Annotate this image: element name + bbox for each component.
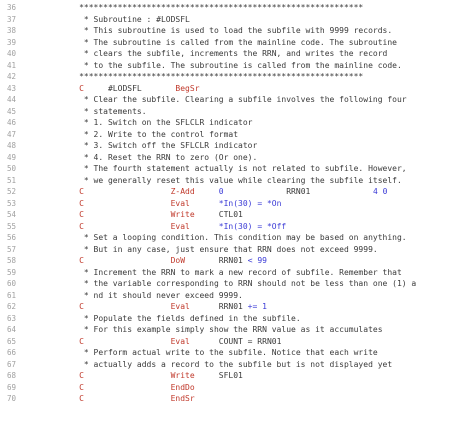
code-token: Eval <box>170 302 190 311</box>
code-text <box>55 370 243 382</box>
code-token: C <box>55 382 84 392</box>
code-token: * 3. Switch off the SFLCLR indicator <box>55 141 258 150</box>
code-text <box>55 175 402 187</box>
code-token <box>84 302 171 311</box>
code-text <box>55 301 267 313</box>
code-token <box>190 199 219 208</box>
line-number: 42 <box>7 72 17 81</box>
code-line[interactable] <box>0 106 474 118</box>
code-text <box>55 83 200 95</box>
code-text <box>55 313 301 325</box>
code-token <box>84 187 171 196</box>
code-token: SFL01 <box>194 371 243 380</box>
code-token <box>84 383 171 392</box>
code-text <box>55 290 243 302</box>
line-number: 60 <box>7 279 17 288</box>
code-text <box>55 198 281 210</box>
code-line[interactable] <box>0 186 474 198</box>
code-token <box>84 222 171 231</box>
code-line[interactable] <box>0 278 474 290</box>
code-text <box>55 2 363 14</box>
code-token <box>84 199 171 208</box>
code-line[interactable] <box>0 244 474 256</box>
code-token: * The fourth statement actually is not related to subfile. However, <box>55 164 407 173</box>
line-number: 40 <box>7 49 17 58</box>
line-number: 61 <box>7 290 17 300</box>
code-token: Z-Add <box>170 187 195 196</box>
code-text <box>55 382 195 394</box>
code-token: * Set a looping condition. This condition may be based on anything. <box>55 233 407 242</box>
code-token: C <box>55 198 84 208</box>
code-line[interactable] <box>0 370 474 382</box>
line-number: 67 <box>7 359 17 369</box>
code-text <box>55 186 387 198</box>
code-token: Eval <box>170 221 190 231</box>
code-token: #LODSFL <box>83 83 176 93</box>
line-number: 47 <box>7 129 17 139</box>
code-token: * 4. Reset the RRN to zero (Or one). <box>55 152 258 162</box>
line-number: 55 <box>7 221 17 231</box>
code-line[interactable] <box>0 359 474 371</box>
code-token: < 99 <box>247 256 267 265</box>
code-token: * Populate the fields defined in the subfile. <box>55 313 301 323</box>
code-token: 4 0 <box>372 187 388 196</box>
code-token: *In(30) = *On <box>218 198 282 208</box>
code-text <box>55 140 257 152</box>
code-line[interactable] <box>0 60 474 72</box>
code-text <box>55 48 387 60</box>
code-token: RRN01 <box>185 256 248 265</box>
code-line[interactable] <box>0 255 474 267</box>
code-text <box>55 117 252 129</box>
code-line[interactable] <box>0 94 474 106</box>
code-line[interactable] <box>0 301 474 313</box>
code-token: Eval <box>170 336 190 346</box>
line-number: 65 <box>7 336 17 346</box>
code-line[interactable] <box>0 129 474 141</box>
code-text <box>55 336 281 348</box>
code-token: * to the subfile. The subroutine is called from the mainline code. <box>55 60 402 70</box>
line-number: 38 <box>7 26 17 35</box>
code-token: * For this example simply show the RRN value as it accumulates <box>55 325 383 334</box>
code-text <box>55 267 402 279</box>
code-token: *********************************************************** <box>55 72 364 81</box>
code-token: RRN01 <box>189 302 248 311</box>
line-number: 49 <box>7 152 17 162</box>
line-number: 41 <box>7 60 17 70</box>
code-text <box>55 71 363 83</box>
line-number: 54 <box>7 210 17 219</box>
code-text <box>55 393 195 405</box>
code-text <box>55 255 267 267</box>
code-line[interactable] <box>0 163 474 175</box>
code-token: EndDo <box>170 382 195 392</box>
line-number: 58 <box>7 256 17 265</box>
code-token: 0 <box>218 187 224 196</box>
code-token: * actually adds a record to the subfile but is not displayed yet <box>55 359 393 369</box>
code-token: Write <box>170 210 195 219</box>
code-token: C <box>55 256 84 265</box>
code-line[interactable] <box>0 175 474 187</box>
code-line[interactable] <box>0 48 474 60</box>
code-line[interactable] <box>0 37 474 49</box>
line-number: 44 <box>7 95 17 104</box>
code-line[interactable] <box>0 393 474 405</box>
line-number: 43 <box>7 83 17 93</box>
code-text <box>55 37 397 49</box>
code-line[interactable] <box>0 382 474 394</box>
line-number: 63 <box>7 313 17 323</box>
code-token: CTL01 <box>194 210 243 219</box>
code-token <box>195 187 219 196</box>
code-token <box>84 256 171 265</box>
code-line[interactable] <box>0 152 474 164</box>
code-token <box>84 337 171 346</box>
code-token <box>84 210 171 219</box>
code-line[interactable] <box>0 336 474 348</box>
code-token: C <box>55 336 84 346</box>
code-token: * Perform actual write to the subfile. Notice that each write <box>55 348 378 357</box>
code-line[interactable] <box>0 140 474 152</box>
line-number: 66 <box>7 348 17 357</box>
line-number: 69 <box>7 382 17 392</box>
code-token: C <box>55 221 84 231</box>
code-token: * The subroutine is called from the mainline code. The subroutine <box>55 37 397 47</box>
code-line[interactable] <box>0 221 474 233</box>
code-token: Eval <box>170 198 190 208</box>
code-line[interactable] <box>0 71 474 83</box>
code-text <box>55 359 392 371</box>
code-text <box>55 106 147 118</box>
line-number: 36 <box>7 3 17 12</box>
code-token: * Clear the subfile. Clearing a subfile involves the following four <box>55 95 407 104</box>
line-number: 37 <box>7 14 17 24</box>
code-text <box>55 163 407 175</box>
code-token: Write <box>170 371 195 380</box>
code-line[interactable] <box>0 209 474 221</box>
code-text <box>55 347 378 359</box>
code-token: * Increment the RRN to mark a new record of subfile. Remember that <box>55 267 402 277</box>
code-token: EndSr <box>170 394 195 403</box>
code-text <box>55 324 383 336</box>
code-token: C <box>55 371 84 380</box>
code-token: *In(30) = *Off <box>218 221 287 231</box>
line-number: 45 <box>7 106 17 116</box>
line-number: 64 <box>7 325 17 334</box>
code-token: += 1 <box>247 302 267 311</box>
line-number: 57 <box>7 244 17 254</box>
line-number: 70 <box>7 394 17 403</box>
code-line[interactable] <box>0 2 474 14</box>
line-number: 68 <box>7 371 17 380</box>
code-token: *********************************************************** <box>55 3 364 12</box>
code-text <box>55 25 392 37</box>
code-line[interactable] <box>0 313 474 325</box>
line-number: 46 <box>7 118 17 127</box>
code-line[interactable] <box>0 290 474 302</box>
code-token: DoW <box>170 256 186 265</box>
code-token: * statements. <box>55 106 147 116</box>
code-token: C <box>55 210 84 219</box>
line-number: 53 <box>7 198 17 208</box>
code-token: * 2. Write to the control format <box>55 129 239 139</box>
code-text <box>55 14 190 26</box>
code-token: * This subroutine is used to load the subfile with 9999 records. <box>55 26 393 35</box>
line-number: 39 <box>7 37 17 47</box>
code-token: * the variable corresponding to RRN should not be less than one (1) a <box>55 279 417 288</box>
line-number: 52 <box>7 187 17 196</box>
code-token: * clears the subfile, increments the RRN, and writes the record <box>55 49 388 58</box>
line-number: 51 <box>7 175 17 185</box>
code-line[interactable] <box>0 267 474 279</box>
code-token: * we generally reset this value while clearing the subfile itself. <box>55 175 402 185</box>
code-token: * nd it should never exceed 9999. <box>55 290 243 300</box>
code-line[interactable] <box>0 347 474 359</box>
code-token: * But in any case, just ensure that RRN does not exceed 9999. <box>55 244 378 254</box>
code-token: C <box>55 302 84 311</box>
line-number: 59 <box>7 267 17 277</box>
code-line[interactable] <box>0 324 474 336</box>
line-number: 62 <box>7 302 17 311</box>
code-line[interactable] <box>0 83 474 95</box>
code-text <box>55 221 286 233</box>
code-text <box>55 209 243 221</box>
code-text <box>55 232 407 244</box>
code-token: * Subroutine : #LODSFL <box>55 14 190 24</box>
code-text <box>55 152 257 164</box>
code-token <box>84 394 171 403</box>
code-line[interactable] <box>0 198 474 210</box>
code-token <box>190 222 219 231</box>
code-text <box>55 94 407 106</box>
line-number: 50 <box>7 164 17 173</box>
code-token <box>84 371 171 380</box>
code-text <box>55 60 402 72</box>
code-line[interactable] <box>0 232 474 244</box>
code-line[interactable] <box>0 25 474 37</box>
code-line[interactable] <box>0 14 474 26</box>
line-number: 56 <box>7 233 17 242</box>
code-token: C <box>55 83 84 93</box>
code-token: C <box>55 394 84 403</box>
code-text <box>55 244 378 256</box>
code-line[interactable] <box>0 117 474 129</box>
code-token: C <box>55 187 84 196</box>
code-text <box>55 278 416 290</box>
code-token: BegSr <box>175 83 200 93</box>
code-token: * 1. Switch on the SFLCLR indicator <box>55 118 253 127</box>
line-number: 48 <box>7 141 17 150</box>
code-token: COUNT = RRN01 <box>189 336 282 346</box>
code-text <box>55 129 238 141</box>
code-token: RRN01 <box>223 187 373 196</box>
